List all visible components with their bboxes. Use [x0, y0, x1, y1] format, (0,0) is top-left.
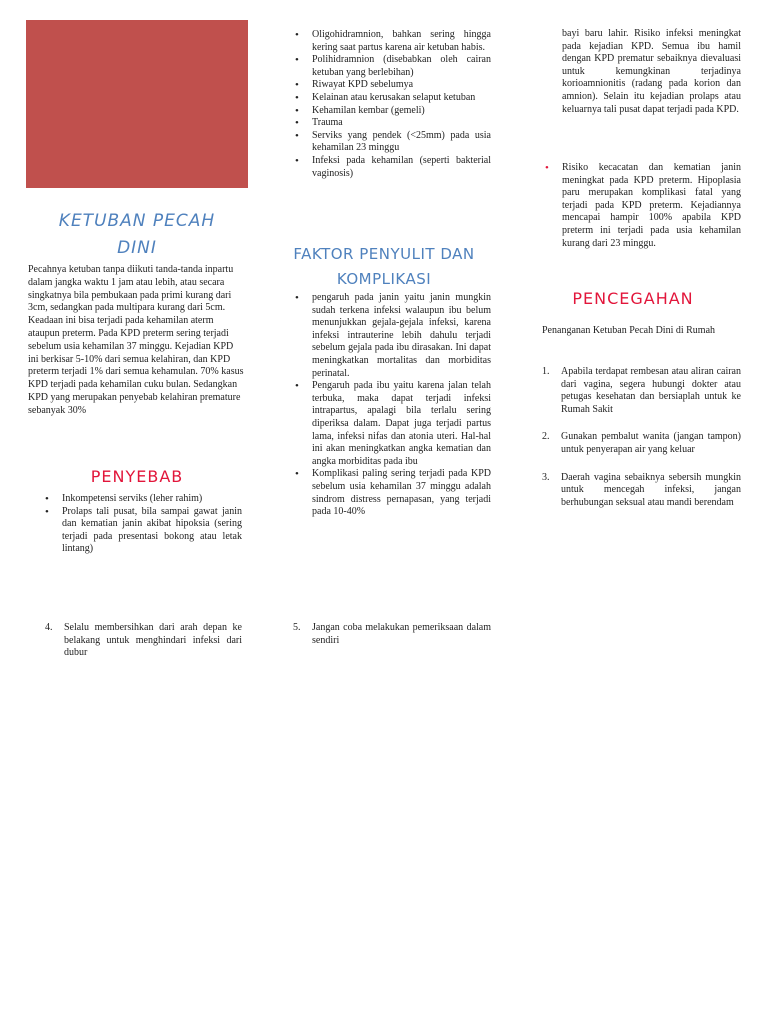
list-item — [525, 366, 741, 416]
list-item — [525, 431, 741, 456]
risk-list — [542, 162, 741, 250]
list-item: • Komplikasi paling sering terjadi pada KPD sebelum usia kehamilan 37 minggu adalah sindrom distress pernapasan, yang terjadi pada 10-40% — [292, 468, 491, 518]
list-item: • Risiko kecacatan dan kematian janin meningkat pada KPD preterm. Hipoplasia paru merupakan komplikasi fatal yang terjadi pada KPD preterm. Kejadiannya mencapai hampir 100% apabila KPD preterm ini terjadi pada usia kehamilan kurang dari 23 minggu. — [542, 162, 741, 250]
faktor-heading: FAKTOR PENYULIT DAN KOMPLIKASI — [293, 245, 475, 288]
pencegahan-heading: PENCEGAHAN — [572, 289, 694, 308]
penyebab-heading: PENYEBAB — [90, 467, 184, 486]
penyebab-list — [42, 493, 242, 556]
step-text: Jangan coba melakukan pemeriksaan dalam sendiri — [312, 622, 491, 646]
causes-list-continued — [292, 29, 491, 180]
step-4 — [28, 622, 242, 660]
pencegahan-steps — [525, 366, 741, 509]
list-item: • Prolaps tali pusat, bila sampai gawat janin dan kematian janin akibat hipoksia (sering terjadi pada presentasi bokong atau letak lintang) — [42, 506, 242, 556]
step-number: 5. — [293, 622, 301, 633]
cover-image-placeholder — [26, 20, 248, 188]
main-title: KETUBAN PECAH DINI — [58, 211, 216, 258]
list-item: • Riwayat KPD sebelumya — [292, 79, 491, 92]
list-item — [525, 472, 741, 510]
list-item: • Kehamilan kembar (gemeli) — [292, 105, 491, 118]
step-text: Apabila terdapat rembesan atau aliran cairan dari vagina, segera hubungi dokter atau petugas kesehatan dan bersiaplah untuk ke Rumah Sakit — [561, 366, 741, 415]
list-item: • Kelainan atau kerusakan selaput ketuban — [292, 92, 491, 105]
step-text: Gunakan pembalut wanita (jangan tampon) untuk penyerapan air yang keluar — [561, 431, 741, 455]
list-item — [276, 622, 491, 647]
step-text: Daerah vagina sebaiknya sebersih mungkin untuk mencegah infeksi, jangan berhubungan seksual atau mandi berendam — [561, 471, 741, 508]
step-number: 2. — [542, 431, 550, 443]
step-number: 1. — [542, 366, 550, 377]
faktor-list — [292, 292, 491, 519]
list-item: • Trauma — [292, 117, 491, 130]
step-number: 4. — [45, 622, 53, 633]
step-5 — [276, 622, 491, 647]
list-item: • Polihidramnion (disebabkan oleh cairan ketuban yang berlebihan) — [292, 54, 491, 79]
list-item: • pengaruh pada janin yaitu janin mungkin sudah terkena infeksi walaupun ibu belum menunjukkan gejala-gejala infeksi, karena infeksi intrauterine lebih dahulu terjadi sebelum gejala pada ibu dirasakan. Ini dapat meningkatkan mortalitas dan morbiditas perinatal. — [292, 292, 491, 380]
list-item: • Pengaruh pada ibu yaitu karena jalan telah terbuka, maka dapat terjadi infeksi intrapartus, apalagi bila terlalu sering diperiksa dalam. Dapat juga terjadi partus lama, infeksi nifas dan atonia uteri. Hal-hal ini akan meningkatkan angka kematian dan angka morbiditas pada ibu — [292, 380, 491, 468]
list-item: • Serviks yang pendek (<25mm) pada usia kehamilan 23 minggu — [292, 130, 491, 155]
pencegahan-intro: Penanganan Ketuban Pecah Dini di Rumah — [542, 325, 716, 336]
step-text: Selalu membersihkan dari arah depan ke belakang untuk menghindari infeksi dari dubur — [64, 622, 242, 659]
step-number: 3. — [542, 471, 550, 483]
list-item: • Oligohidramnion, bahkan sering hingga kering saat partus karena air ketuban habis. — [292, 29, 491, 54]
list-item — [28, 622, 242, 660]
intro-paragraph: Pecahnya ketuban tanpa diikuti tanda-tanda inpartu dalam jangka waktu 1 jam atau lebih, atau secara singkatnya bila pembukaan pada primi kurang dari 3cm, sedangkan pada multipara kurang dari 5cm. Keadaan ini bisa terjadi pada kehamilan aterm ataupun preterm. Pada KPD preterm sering terjadi sebelum usia kehamilan 37 minggu. Kejadian KPD ini berkisar 5-10% dari semua kelahiran, dan KPD preterm terjadi 1% dari semua kehamulan. 70% kasus KPD terjadi pada kehamilan cuku bulan. Sedangkan KPD yang merupakan penyebab kelahiran premature sebanyak 30% — [28, 264, 244, 416]
list-item: • Infeksi pada kehamilan (seperti bakterial vaginosis) — [292, 155, 491, 180]
list-item: • Inkompetensi serviks (leher rahim) — [42, 493, 242, 506]
complication-continued: bayi baru lahir. Risiko infeksi meningkat pada kejadian KPD. Semua ibu hamil dengan KPD prematur sebaiknya dievaluasi untuk kemungkinan terjadinya korioamnionitis (radang pada korion dan amnion). Selain itu kejadian prolaps atau keluarnya tali pusat dapat terjadi pada KPD. — [562, 28, 741, 115]
